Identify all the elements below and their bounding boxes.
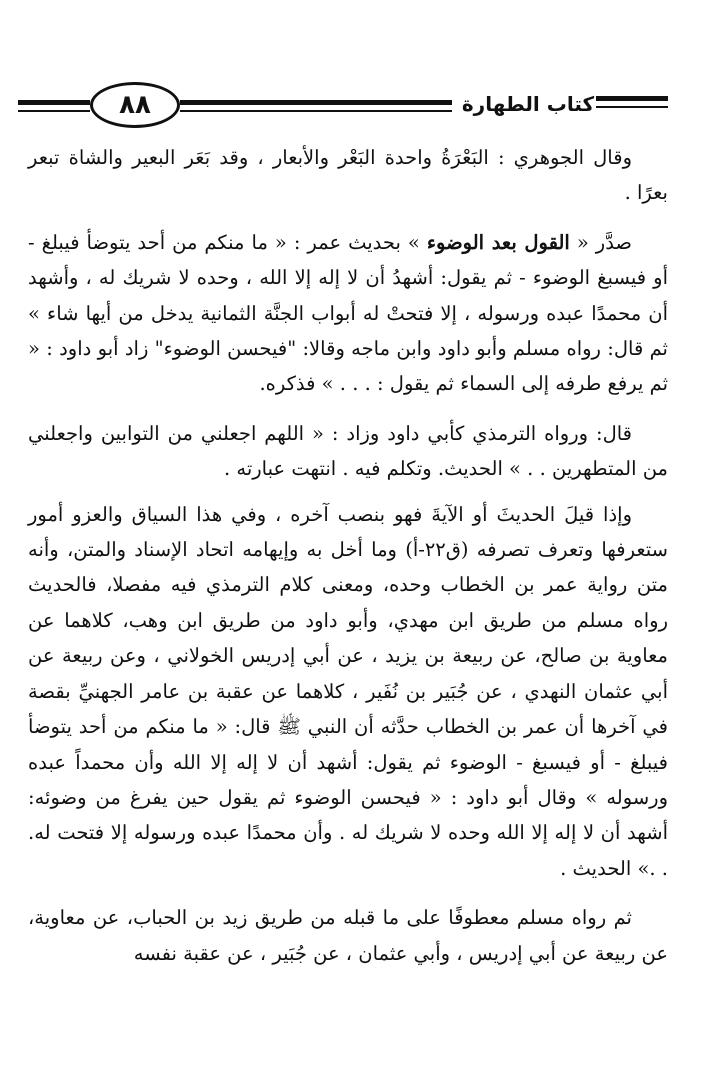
text-segment: ثم رواه مسلم معطوفًا على ما قبله من طريق زيد بن الحباب، عن معاوية، عن ربيعة عن أبي إدريس ، وأبي عثمان ، عن جُبَير ، عن عقبة نفسه — [28, 906, 668, 965]
header-rule-right — [596, 96, 668, 101]
paragraph — [28, 900, 668, 971]
book-title: كتاب الطهارة — [461, 92, 595, 116]
header-rule-center — [180, 100, 452, 105]
header-rule-right-thin — [596, 106, 668, 108]
text-segment: وقال الجوهري : البَعْرَةُ واحدة البَعْر والأبعار ، وقد بَعَر البعير والشاة تبعر بعرًا . — [28, 146, 668, 205]
header-rule-left — [18, 100, 90, 105]
paragraph — [28, 225, 668, 402]
text-segment: » بحديث عمر : « ما منكم من أحد يتوضأ فيبلغ - أو فيسبغ الوضوء - ثم يقول: أشهدُ أن لا إله إلا الله ، وحده لا شريك له ، وأشهد أن محمدًا عبده ورسوله ، إلا فتحتْ له أبواب الجنَّة الثمانية يدخل من أيها شاء » ثم قال: رواه مسلم وأبو داود وابن ماجه وقالا: "فيحسن الوضوء" زاد أبو داود : « ثم يرفع طرفه إلى السماء ثم يقول : . . . » فذكره. — [28, 230, 668, 396]
header-rule-center-thin — [180, 110, 452, 112]
text-segment: وإذا قيلَ الحديثَ أو الآيةَ فهو بنصب آخره ، وفي هذا السياق والعزو أمور ستعرفها وتعرف تصرفه (ق٢٢-أ) وما أخل به وإيهامه اتحاد الإسناد والمتن، وأنه متن رواية عمر بن الخطاب وحده، ومعنى كلام الترمذي فيه مفصلا، فالحديث رواه مسلم من طريق ابن مهدي، وأبو داود من طريق ابن وهب، كلاهما عن معاوية بن صالح، عن ربيعة بن يزيد ، عن أبي إدريس الخولاني ، وعن ربيعة عن أبي عثمان النهدي ، عن جُبَير بن نُفَير ، كلاهما عن عقبة بن عامر الجهنيِّ بقصة في آخرها أن عمر بن الخطاب حدَّثه أن النبي ﷺ قال: « ما منكم من أحد يتوضأ فيبلغ - أو فيسبغ - الوضوء ثم يقول: أشهد أن لا إله إلا الله وأن محمداً عبده ورسوله » وقال أبو داود : « فيحسن الوضوء ثم يقول حين يفرغ من وضوئه: أشهد أن لا إله إلا الله وحده لا شريك له . وأن محمدًا عبده ورسوله إلا فتحت له. . .» الحديث . — [28, 502, 668, 880]
text-segment: قال: ورواه الترمذي كأبي داود وزاد : « اللهم اجعلني من التوابين واجعلني من المتطهرين . . » الحديث. وتكلم فيه . انتهت عبارته . — [28, 421, 668, 481]
text-segment: صدَّر « — [569, 230, 632, 254]
page-header — [0, 0, 703, 140]
body-text — [28, 140, 668, 985]
section-heading: القول بعد الوضوء — [426, 230, 570, 254]
header-rule-left-thin — [18, 110, 90, 112]
paragraph — [28, 140, 668, 211]
paragraph — [28, 497, 668, 886]
paragraph — [28, 416, 668, 487]
page-number: ٨٨ — [90, 82, 180, 128]
